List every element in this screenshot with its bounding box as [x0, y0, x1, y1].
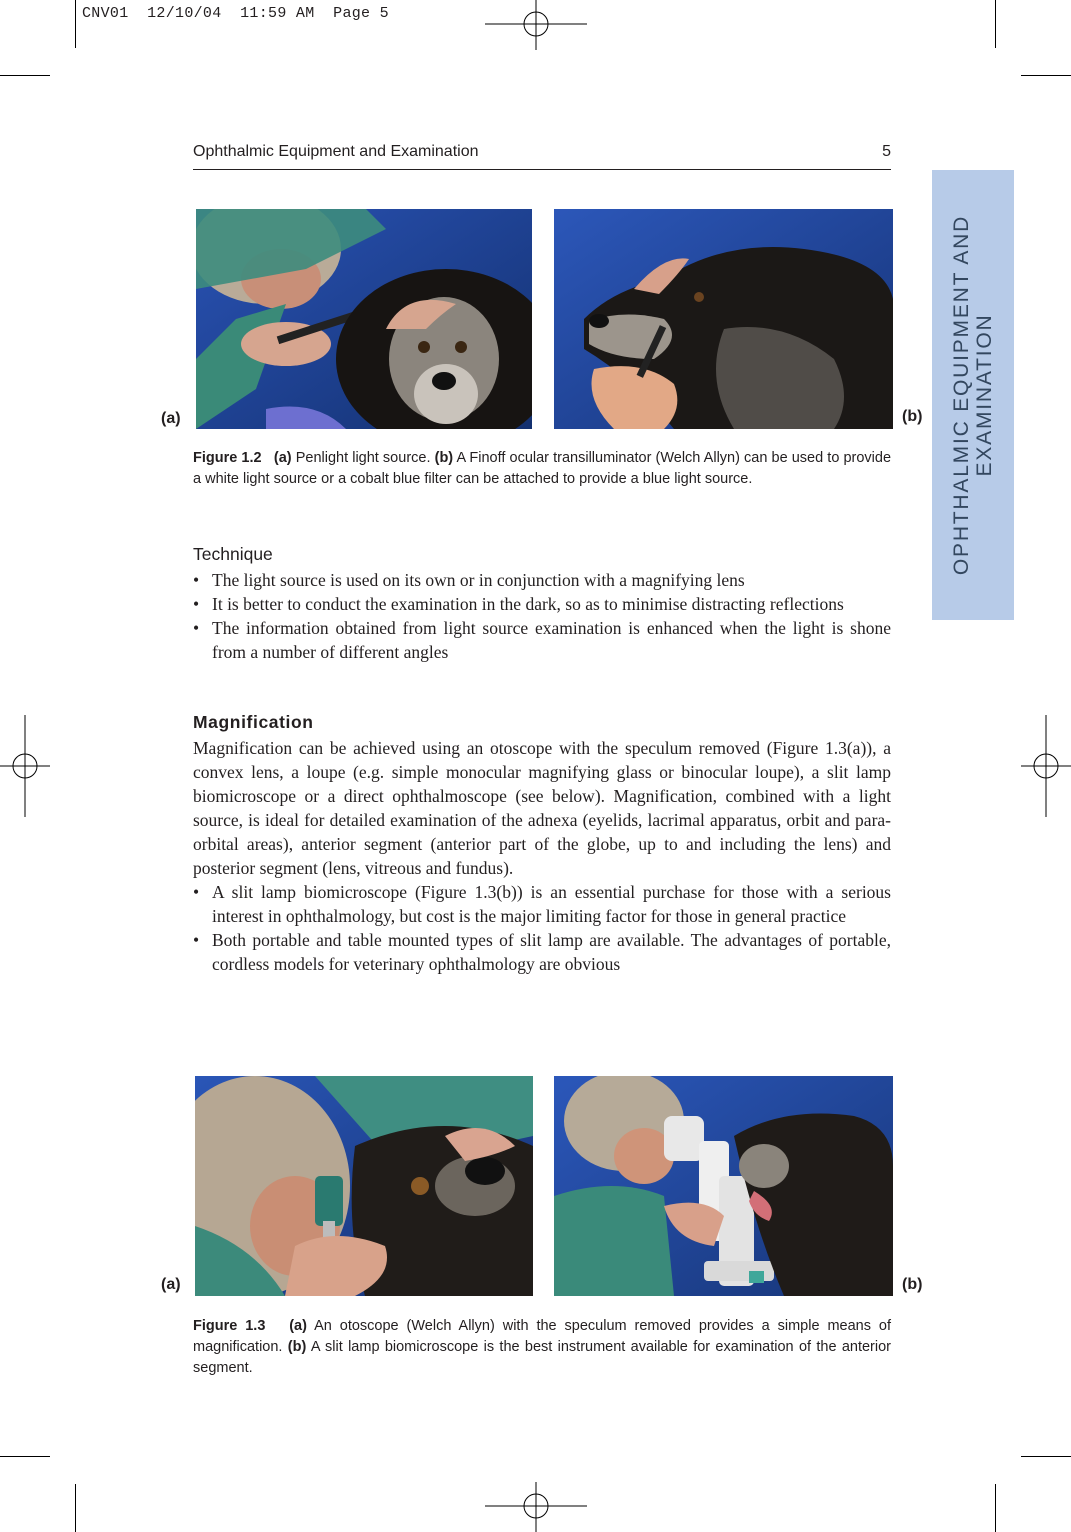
figure-1-2b-photo	[554, 209, 893, 429]
figure-1-3a-photo	[195, 1076, 533, 1296]
list-item: • Both portable and table mounted types of slit lamp are available. The advantages of portable, cordless models for veterinary ophthalmology are obvious	[193, 930, 891, 974]
registration-mark-top	[485, 0, 587, 50]
technique-list	[193, 568, 891, 664]
magnification-heading: Magnification	[193, 712, 314, 732]
figure-1-2-label-b: (b)	[902, 408, 923, 425]
figure-1-2-caption-b-label: (b)	[434, 450, 454, 466]
figure-1-2-caption-label: Figure 1.2	[193, 450, 262, 466]
chapter-side-tab-text: OPHTHALMIC EQUIPMENT AND EXAMINATION	[950, 214, 996, 576]
figure-1-3-caption-b-label: (b)	[287, 1339, 307, 1355]
registration-mark-right	[1021, 715, 1071, 817]
chapter-side-tab	[932, 170, 1014, 620]
list-item: • The light source is used on its own or in conjunction with a magnifying lens	[193, 570, 745, 590]
registration-mark-left	[0, 715, 50, 817]
figure-1-2-caption	[193, 448, 891, 490]
printer-slug: CNV01 12/10/04 11:59 AM Page 5	[82, 5, 389, 22]
list-item: • It is better to conduct the examination in the dark, so as to minimise distracting reflections	[193, 594, 844, 614]
registration-mark-bottom	[485, 1482, 587, 1532]
figure-1-2a-photo	[196, 209, 532, 429]
list-item: • The information obtained from light source examination is enhanced when the light is shone from a number of different angles	[193, 618, 891, 662]
figure-1-3b-photo	[554, 1076, 893, 1296]
figure-1-2-caption-a-label: (a)	[273, 450, 292, 466]
figure-1-3-caption-a-label: (a)	[289, 1318, 307, 1334]
figure-1-3-label-a: (a)	[161, 1276, 181, 1293]
running-head-rule	[193, 169, 891, 170]
figure-1-3-label-b: (b)	[902, 1276, 923, 1293]
page-number: 5	[882, 143, 891, 160]
figure-1-2-label-a: (a)	[161, 410, 181, 427]
figure-1-3-caption-label: Figure 1.3	[193, 1318, 266, 1334]
figure-1-3-caption-a-text: An otoscope (Welch Allyn) with the speculum removed provides a simple means of magnification.	[193, 1318, 891, 1355]
figure-1-3-caption	[193, 1316, 891, 1379]
figure-1-2-caption-b-text: A Finoff ocular transilluminator (Welch Allyn) can be used to provide a white light source or a cobalt blue filter can be attached to provide a blue light source.	[193, 450, 892, 487]
running-head-title: Ophthalmic Equipment and Examination	[193, 143, 479, 160]
figure-1-3-caption-b-text: A slit lamp biomicroscope is the best instrument available for examination of the anterior segment.	[193, 1339, 891, 1376]
technique-heading: Technique	[193, 544, 273, 564]
magnification-body	[193, 736, 891, 976]
figure-1-2-caption-a-text: Penlight light source.	[295, 450, 431, 466]
list-item: • A slit lamp biomicroscope (Figure 1.3(b)) is an essential purchase for those with a serious interest in ophthalmology, but cost is the major limiting factor for those in general practice	[193, 882, 891, 926]
magnification-paragraph: Magnification can be achieved using an otoscope with the speculum removed (Figure 1.3(a)), a convex lens, a loupe (e.g. simple monocular magnifying glass or binocular loupe), a slit lamp biomicroscope or a direct ophthalmoscope (see below). Magnification, combined with a light source, is ideal for detailed examination of the adnexa (eyelids, lacrimal apparatus, orbit and para-orbital areas), anterior segment (anterior part of the globe, up to and including the lens) and posterior segment (lens, vitreous and fundus).	[193, 738, 891, 878]
